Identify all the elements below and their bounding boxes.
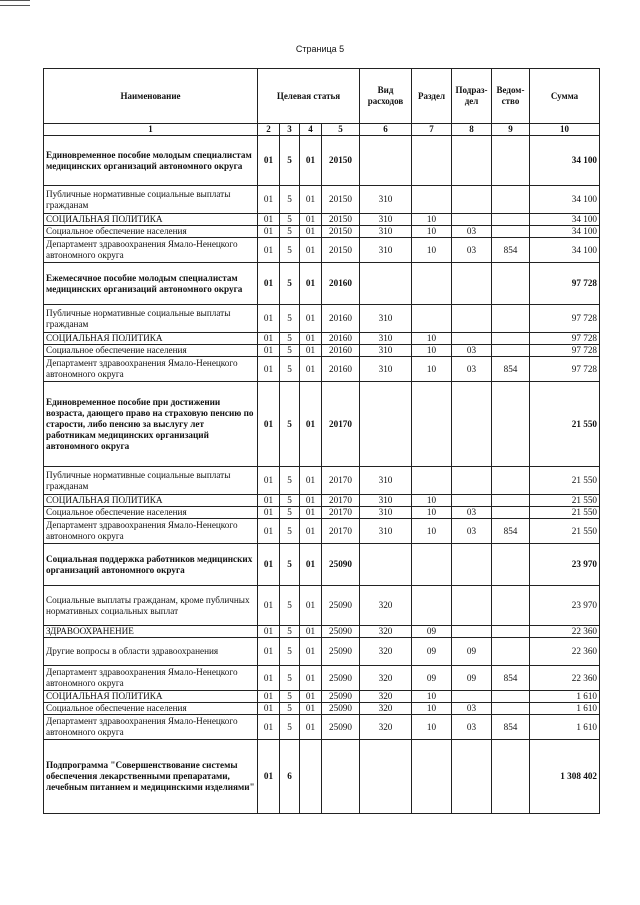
target-code-4: 20170 xyxy=(322,467,360,495)
expense-type: 320 xyxy=(360,715,412,740)
target-code-4: 20150 xyxy=(322,136,360,186)
amount: 1 308 402 xyxy=(530,740,600,814)
table-row xyxy=(44,715,600,740)
expense-type: 320 xyxy=(360,691,412,703)
expense-type: 310 xyxy=(360,226,412,238)
target-code-2: 5 xyxy=(280,263,300,305)
target-code-3: 01 xyxy=(300,238,322,263)
subsection xyxy=(452,467,492,495)
department-code xyxy=(492,626,530,638)
department-code xyxy=(492,136,530,186)
subsection: 03 xyxy=(452,507,492,519)
target-code-4: 20170 xyxy=(322,495,360,507)
subsection: 03 xyxy=(452,703,492,715)
subsection xyxy=(452,136,492,186)
expense-type xyxy=(360,544,412,586)
table-row xyxy=(44,519,600,544)
department-code xyxy=(492,638,530,666)
column-number-row xyxy=(44,124,600,136)
amount: 1 610 xyxy=(530,691,600,703)
amount: 34 100 xyxy=(530,226,600,238)
target-code-4 xyxy=(322,740,360,814)
target-code-4: 20150 xyxy=(322,226,360,238)
col-number: 2 xyxy=(258,124,280,136)
section xyxy=(412,263,452,305)
target-code-1: 01 xyxy=(258,544,280,586)
section: 10 xyxy=(412,691,452,703)
target-code-3: 01 xyxy=(300,666,322,691)
target-code-1: 01 xyxy=(258,136,280,186)
col-number: 4 xyxy=(300,124,322,136)
expense-type: 320 xyxy=(360,638,412,666)
row-name: СОЦИАЛЬНАЯ ПОЛИТИКА xyxy=(44,333,258,345)
target-code-4: 25090 xyxy=(322,666,360,691)
table-row xyxy=(44,136,600,186)
target-code-2: 5 xyxy=(280,333,300,345)
target-code-2: 5 xyxy=(280,544,300,586)
expense-type: 310 xyxy=(360,507,412,519)
target-code-2: 5 xyxy=(280,238,300,263)
table-row xyxy=(44,345,600,357)
table-row xyxy=(44,186,600,214)
target-code-3: 01 xyxy=(300,382,322,467)
department-code xyxy=(492,740,530,814)
row-name: Социальное обеспечение населения xyxy=(44,507,258,519)
target-code-1: 01 xyxy=(258,740,280,814)
subsection xyxy=(452,691,492,703)
target-code-3: 01 xyxy=(300,214,322,226)
section: 10 xyxy=(412,214,452,226)
target-code-2: 5 xyxy=(280,703,300,715)
table-row xyxy=(44,507,600,519)
header-row xyxy=(44,69,600,124)
section xyxy=(412,467,452,495)
section: 10 xyxy=(412,238,452,263)
department-code xyxy=(492,214,530,226)
row-name: Публичные нормативные социальные выплаты гражданам xyxy=(44,186,258,214)
target-code-1: 01 xyxy=(258,626,280,638)
table-row xyxy=(44,586,600,626)
target-code-1: 01 xyxy=(258,703,280,715)
subsection xyxy=(452,333,492,345)
col-number: 7 xyxy=(412,124,452,136)
expense-type: 310 xyxy=(360,333,412,345)
row-name: Социальное обеспечение населения xyxy=(44,226,258,238)
target-code-3: 01 xyxy=(300,715,322,740)
col-number: 5 xyxy=(322,124,360,136)
section xyxy=(412,586,452,626)
department-code xyxy=(492,263,530,305)
target-code-2: 5 xyxy=(280,495,300,507)
section: 10 xyxy=(412,495,452,507)
subsection: 03 xyxy=(452,238,492,263)
target-code-4: 25090 xyxy=(322,626,360,638)
expense-type: 310 xyxy=(360,214,412,226)
target-code-4: 20160 xyxy=(322,345,360,357)
header-summa: Сумма xyxy=(530,69,600,124)
amount: 23 970 xyxy=(530,544,600,586)
department-code xyxy=(492,305,530,333)
table-row xyxy=(44,626,600,638)
expense-type xyxy=(360,136,412,186)
subsection: 03 xyxy=(452,357,492,382)
row-name: Департамент здравоохранения Ямало-Ненецкого автономного округа xyxy=(44,357,258,382)
target-code-2: 5 xyxy=(280,357,300,382)
target-code-2: 5 xyxy=(280,666,300,691)
target-code-3: 01 xyxy=(300,357,322,382)
target-code-3: 01 xyxy=(300,544,322,586)
target-code-2: 6 xyxy=(280,740,300,814)
table-row xyxy=(44,357,600,382)
department-code: 854 xyxy=(492,666,530,691)
expense-type: 320 xyxy=(360,586,412,626)
row-name: Департамент здравоохранения Ямало-Ненецкого автономного округа xyxy=(44,666,258,691)
target-code-2: 5 xyxy=(280,519,300,544)
table-row xyxy=(44,467,600,495)
header-vid: Вид расходов xyxy=(360,69,412,124)
amount: 21 550 xyxy=(530,519,600,544)
table-row xyxy=(44,263,600,305)
subsection xyxy=(452,586,492,626)
subsection: 09 xyxy=(452,666,492,691)
subsection xyxy=(452,214,492,226)
page-label: Страница 5 xyxy=(295,44,345,54)
amount: 97 728 xyxy=(530,263,600,305)
department-code: 854 xyxy=(492,357,530,382)
target-code-4: 20160 xyxy=(322,357,360,382)
target-code-3: 01 xyxy=(300,507,322,519)
col-number: 6 xyxy=(360,124,412,136)
expense-type: 310 xyxy=(360,495,412,507)
department-code: 854 xyxy=(492,519,530,544)
subsection xyxy=(452,382,492,467)
expense-type: 310 xyxy=(360,357,412,382)
amount: 97 728 xyxy=(530,357,600,382)
section: 10 xyxy=(412,345,452,357)
header-vedomstvo: Ведом-ство xyxy=(492,69,530,124)
target-code-3: 01 xyxy=(300,186,322,214)
section: 09 xyxy=(412,638,452,666)
amount: 97 728 xyxy=(530,305,600,333)
subsection xyxy=(452,495,492,507)
target-code-1: 01 xyxy=(258,715,280,740)
header-razdel: Раздел xyxy=(412,69,452,124)
amount: 34 100 xyxy=(530,186,600,214)
amount: 21 550 xyxy=(530,382,600,467)
section xyxy=(412,136,452,186)
section xyxy=(412,544,452,586)
target-code-4: 20170 xyxy=(322,382,360,467)
amount: 21 550 xyxy=(530,495,600,507)
target-code-4: 20170 xyxy=(322,507,360,519)
amount: 21 550 xyxy=(530,467,600,495)
target-code-1: 01 xyxy=(258,586,280,626)
col-number: 8 xyxy=(452,124,492,136)
department-code xyxy=(492,544,530,586)
budget-table xyxy=(43,68,600,814)
amount: 34 100 xyxy=(530,136,600,186)
amount: 1 610 xyxy=(530,715,600,740)
target-code-1: 01 xyxy=(258,186,280,214)
target-code-4: 20160 xyxy=(322,333,360,345)
row-name: СОЦИАЛЬНАЯ ПОЛИТИКА xyxy=(44,495,258,507)
expense-type: 320 xyxy=(360,703,412,715)
row-name: Социальное обеспечение населения xyxy=(44,703,258,715)
department-code xyxy=(492,382,530,467)
row-name: Департамент здравоохранения Ямало-Ненецкого автономного округа xyxy=(44,715,258,740)
target-code-2: 5 xyxy=(280,715,300,740)
table-row xyxy=(44,638,600,666)
table-body xyxy=(44,136,600,814)
target-code-4: 25090 xyxy=(322,691,360,703)
section: 10 xyxy=(412,703,452,715)
subsection xyxy=(452,263,492,305)
row-name: Другие вопросы в области здравоохранения xyxy=(44,638,258,666)
department-code xyxy=(492,703,530,715)
subsection xyxy=(452,544,492,586)
expense-type xyxy=(360,740,412,814)
row-name: Единовременное пособие молодым специалистам медицинских организаций автономного округа xyxy=(44,136,258,186)
subsection: 03 xyxy=(452,519,492,544)
row-name: Департамент здравоохранения Ямало-Ненецкого автономного округа xyxy=(44,519,258,544)
target-code-1: 01 xyxy=(258,467,280,495)
target-code-2: 5 xyxy=(280,467,300,495)
header-target: Целевая статья xyxy=(258,69,360,124)
department-code xyxy=(492,586,530,626)
target-code-3 xyxy=(300,740,322,814)
expense-type: 310 xyxy=(360,305,412,333)
target-code-2: 5 xyxy=(280,214,300,226)
target-code-1: 01 xyxy=(258,382,280,467)
subsection: 03 xyxy=(452,226,492,238)
row-name: Публичные нормативные социальные выплаты гражданам xyxy=(44,467,258,495)
section: 10 xyxy=(412,333,452,345)
department-code xyxy=(492,186,530,214)
row-name: Департамент здравоохранения Ямало-Ненецкого автономного округа xyxy=(44,238,258,263)
target-code-3: 01 xyxy=(300,467,322,495)
target-code-4: 20170 xyxy=(322,519,360,544)
expense-type: 310 xyxy=(360,186,412,214)
row-name: ЗДРАВООХРАНЕНИЕ xyxy=(44,626,258,638)
target-code-1: 01 xyxy=(258,691,280,703)
expense-type: 310 xyxy=(360,238,412,263)
target-code-2: 5 xyxy=(280,136,300,186)
target-code-1: 01 xyxy=(258,305,280,333)
target-code-1: 01 xyxy=(258,238,280,263)
expense-type: 310 xyxy=(360,519,412,544)
target-code-1: 01 xyxy=(258,495,280,507)
expense-type xyxy=(360,382,412,467)
target-code-3: 01 xyxy=(300,345,322,357)
department-code xyxy=(492,226,530,238)
target-code-3: 01 xyxy=(300,691,322,703)
target-code-1: 01 xyxy=(258,638,280,666)
section: 10 xyxy=(412,226,452,238)
subsection: 03 xyxy=(452,345,492,357)
target-code-1: 01 xyxy=(258,357,280,382)
section: 09 xyxy=(412,666,452,691)
amount: 1 610 xyxy=(530,703,600,715)
target-code-1: 01 xyxy=(258,333,280,345)
section xyxy=(412,305,452,333)
table-row xyxy=(44,214,600,226)
target-code-3: 01 xyxy=(300,495,322,507)
expense-type: 310 xyxy=(360,345,412,357)
subsection xyxy=(452,305,492,333)
target-code-3: 01 xyxy=(300,586,322,626)
department-code xyxy=(492,467,530,495)
department-code: 854 xyxy=(492,238,530,263)
target-code-1: 01 xyxy=(258,226,280,238)
row-name: СОЦИАЛЬНАЯ ПОЛИТИКА xyxy=(44,691,258,703)
row-name: Социальные выплаты гражданам, кроме публичных нормативных социальных выплат xyxy=(44,586,258,626)
target-code-3: 01 xyxy=(300,703,322,715)
corner-mark xyxy=(0,0,30,6)
table-row xyxy=(44,691,600,703)
target-code-4: 25090 xyxy=(322,586,360,626)
target-code-2: 5 xyxy=(280,638,300,666)
col-number: 1 xyxy=(44,124,258,136)
header-podrazdel: Подраз-дел xyxy=(452,69,492,124)
target-code-1: 01 xyxy=(258,666,280,691)
section xyxy=(412,186,452,214)
target-code-3: 01 xyxy=(300,305,322,333)
subsection xyxy=(452,186,492,214)
amount: 97 728 xyxy=(530,333,600,345)
table-row xyxy=(44,740,600,814)
table-row xyxy=(44,703,600,715)
target-code-3: 01 xyxy=(300,626,322,638)
row-name: Социальное обеспечение населения xyxy=(44,345,258,357)
expense-type: 310 xyxy=(360,467,412,495)
target-code-4: 25090 xyxy=(322,715,360,740)
target-code-1: 01 xyxy=(258,263,280,305)
department-code xyxy=(492,691,530,703)
subsection: 09 xyxy=(452,638,492,666)
target-code-3: 01 xyxy=(300,263,322,305)
row-name: Единовременное пособие при достижении возраста, дающего право на страховую пенсию по старости, либо пенсию за выслугу лет работникам медицинских организаций автономного округа xyxy=(44,382,258,467)
table-row xyxy=(44,666,600,691)
target-code-2: 5 xyxy=(280,691,300,703)
target-code-1: 01 xyxy=(258,507,280,519)
target-code-4: 20150 xyxy=(322,238,360,263)
department-code: 854 xyxy=(492,715,530,740)
col-number: 10 xyxy=(530,124,600,136)
section xyxy=(412,382,452,467)
amount: 21 550 xyxy=(530,507,600,519)
target-code-4: 20150 xyxy=(322,186,360,214)
target-code-4: 20150 xyxy=(322,214,360,226)
target-code-3: 01 xyxy=(300,333,322,345)
row-name: Социальная поддержка работников медицинских организаций автономного округа xyxy=(44,544,258,586)
table-row xyxy=(44,382,600,467)
target-code-2: 5 xyxy=(280,345,300,357)
expense-type: 320 xyxy=(360,626,412,638)
target-code-3: 01 xyxy=(300,136,322,186)
row-name: Ежемесячное пособие молодым специалистам медицинских организаций автономного округа xyxy=(44,263,258,305)
col-number: 3 xyxy=(280,124,300,136)
department-code xyxy=(492,345,530,357)
table-row xyxy=(44,544,600,586)
target-code-4: 20160 xyxy=(322,263,360,305)
amount: 34 100 xyxy=(530,214,600,226)
row-name: СОЦИАЛЬНАЯ ПОЛИТИКА xyxy=(44,214,258,226)
target-code-2: 5 xyxy=(280,626,300,638)
expense-type: 320 xyxy=(360,666,412,691)
target-code-3: 01 xyxy=(300,638,322,666)
amount: 97 728 xyxy=(530,345,600,357)
table-row xyxy=(44,333,600,345)
target-code-2: 5 xyxy=(280,586,300,626)
section: 10 xyxy=(412,715,452,740)
row-name: Подпрограмма "Совершенствование системы обеспечения лекарственными препаратами, лечебным питанием и медицинскими изделиями" xyxy=(44,740,258,814)
amount: 22 360 xyxy=(530,626,600,638)
row-name: Публичные нормативные социальные выплаты гражданам xyxy=(44,305,258,333)
amount: 34 100 xyxy=(530,238,600,263)
section: 09 xyxy=(412,626,452,638)
target-code-3: 01 xyxy=(300,226,322,238)
target-code-4: 25090 xyxy=(322,544,360,586)
amount: 22 360 xyxy=(530,666,600,691)
section: 10 xyxy=(412,507,452,519)
subsection: 03 xyxy=(452,715,492,740)
section: 10 xyxy=(412,519,452,544)
subsection xyxy=(452,626,492,638)
table-row xyxy=(44,238,600,263)
department-code xyxy=(492,507,530,519)
target-code-4: 25090 xyxy=(322,638,360,666)
table-row xyxy=(44,305,600,333)
header-name: Наименование xyxy=(44,69,258,124)
amount: 23 970 xyxy=(530,586,600,626)
target-code-1: 01 xyxy=(258,214,280,226)
target-code-2: 5 xyxy=(280,226,300,238)
section xyxy=(412,740,452,814)
target-code-2: 5 xyxy=(280,382,300,467)
department-code xyxy=(492,333,530,345)
target-code-1: 01 xyxy=(258,345,280,357)
target-code-3: 01 xyxy=(300,519,322,544)
col-number: 9 xyxy=(492,124,530,136)
table-row xyxy=(44,226,600,238)
target-code-4: 25090 xyxy=(322,703,360,715)
target-code-2: 5 xyxy=(280,507,300,519)
target-code-1: 01 xyxy=(258,519,280,544)
target-code-2: 5 xyxy=(280,186,300,214)
table-row xyxy=(44,495,600,507)
amount: 22 360 xyxy=(530,638,600,666)
target-code-2: 5 xyxy=(280,305,300,333)
section: 10 xyxy=(412,357,452,382)
expense-type xyxy=(360,263,412,305)
target-code-4: 20160 xyxy=(322,305,360,333)
subsection xyxy=(452,740,492,814)
department-code xyxy=(492,495,530,507)
